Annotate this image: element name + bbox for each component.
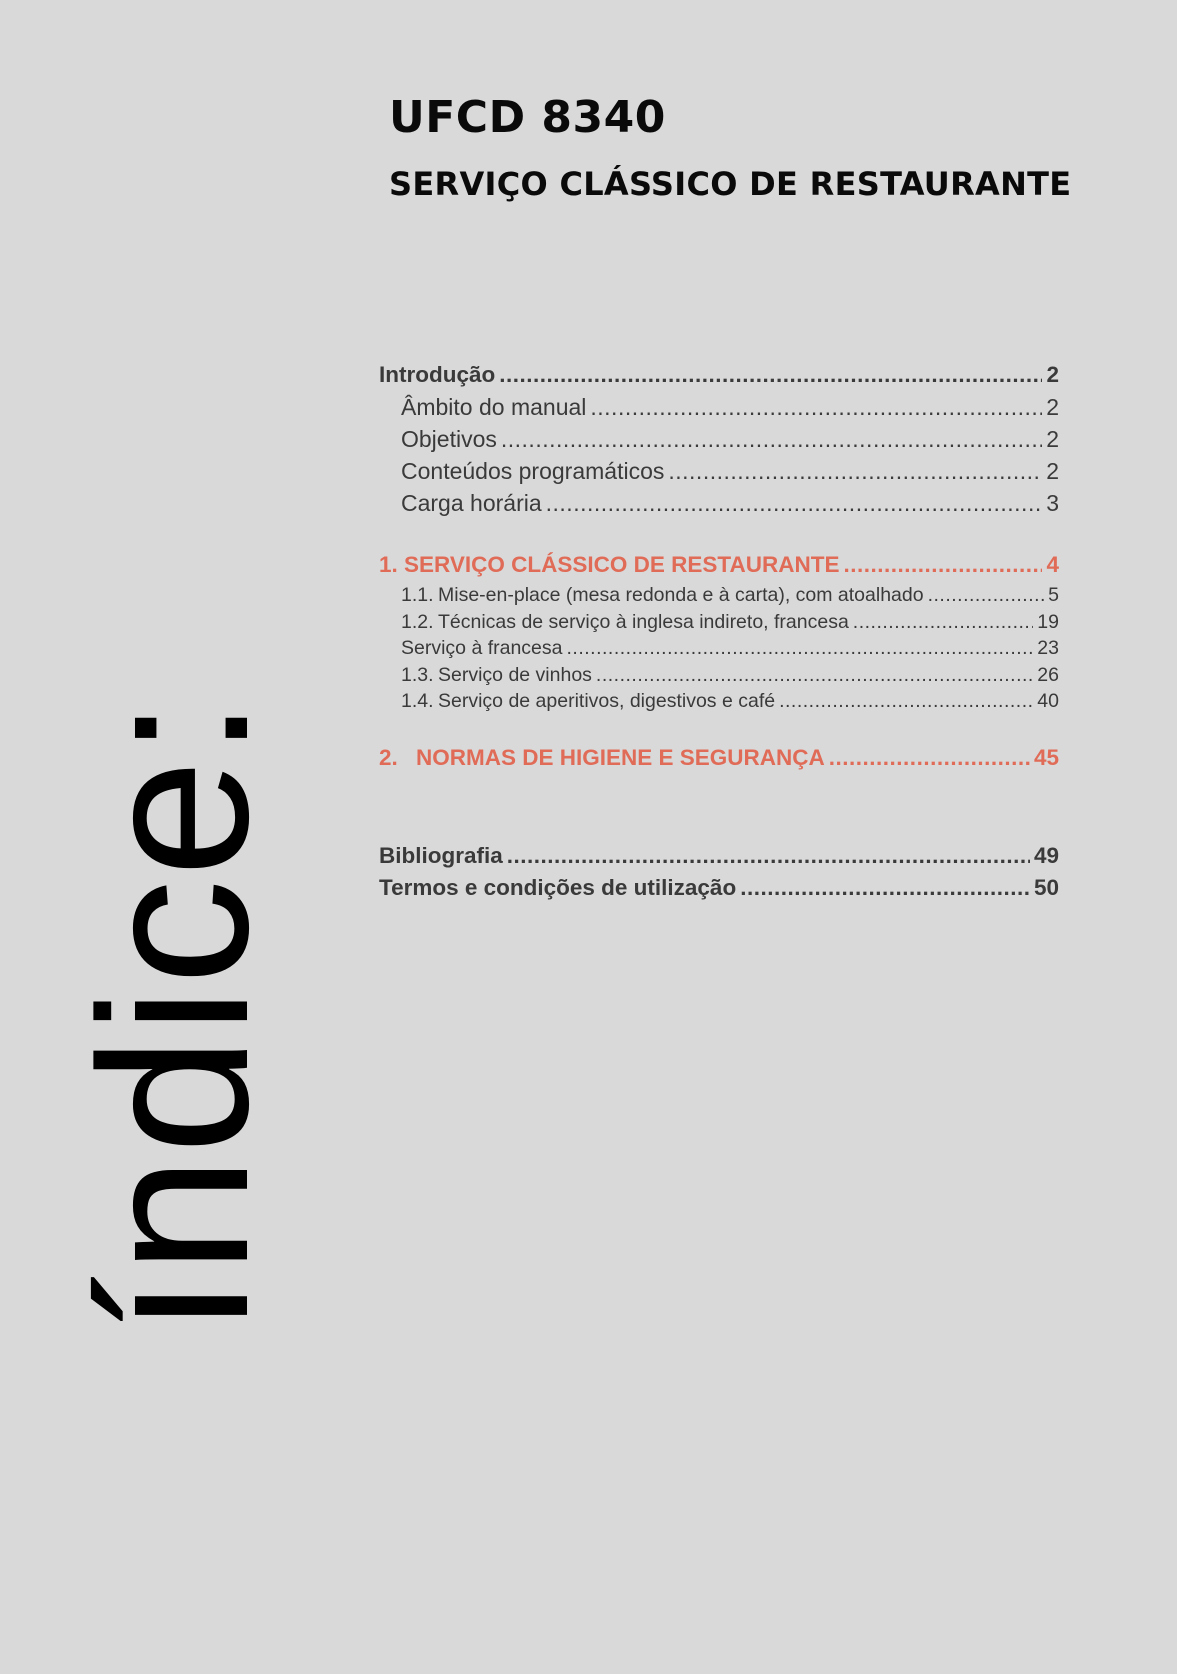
dot-leader bbox=[928, 584, 1045, 607]
toc-entry-label bbox=[401, 664, 592, 687]
toc-entry-page: 26 bbox=[1037, 663, 1059, 686]
toc-entry-label: Bibliografia bbox=[379, 842, 503, 868]
index-side-title: índice: bbox=[55, 696, 292, 1335]
toc-entry-label: Conteúdos programáticos bbox=[401, 458, 665, 484]
toc-entry-objectives[interactable] bbox=[379, 426, 1059, 458]
toc-entry-chapter-2[interactable] bbox=[379, 745, 1059, 777]
document-header bbox=[389, 92, 1071, 203]
toc-entry-label bbox=[401, 584, 924, 607]
toc-entry-chapter-1[interactable] bbox=[379, 552, 1059, 584]
dot-leader bbox=[546, 490, 1043, 517]
section-number: 1.1. bbox=[401, 584, 434, 606]
toc-entry-workload[interactable] bbox=[379, 490, 1059, 522]
toc-entry-scope[interactable] bbox=[379, 394, 1059, 426]
toc-entry-label bbox=[401, 690, 775, 713]
toc-entry-bibliography[interactable] bbox=[379, 843, 1059, 875]
toc-entry-label: Termos e condições de utilização bbox=[379, 874, 737, 900]
dot-leader bbox=[596, 664, 1033, 687]
toc-entry-page: 19 bbox=[1037, 610, 1059, 633]
section-number: 1.3. bbox=[401, 663, 434, 686]
toc-entry-page: 2 bbox=[1046, 362, 1059, 387]
dot-leader bbox=[668, 458, 1042, 485]
dot-leader bbox=[829, 745, 1030, 771]
course-title: SERVIÇO CLÁSSICO DE RESTAURANTE bbox=[389, 165, 1072, 203]
toc-entry-label: Carga horária bbox=[401, 490, 542, 516]
section-number: 1.4. bbox=[401, 690, 434, 712]
dot-leader bbox=[590, 394, 1042, 421]
toc-entry-page: 5 bbox=[1048, 584, 1059, 606]
dot-leader bbox=[844, 552, 1043, 578]
toc-entry-contents[interactable] bbox=[379, 458, 1059, 490]
toc-entry-page: 23 bbox=[1037, 637, 1059, 659]
toc-entry-1-1[interactable] bbox=[379, 584, 1059, 611]
toc-entry-page: 49 bbox=[1033, 842, 1059, 868]
dot-leader bbox=[779, 690, 1033, 713]
toc-entry-label: Introdução bbox=[379, 362, 496, 387]
dot-leader bbox=[499, 362, 1042, 388]
spacer bbox=[379, 522, 1059, 552]
toc-entry-label bbox=[401, 611, 849, 634]
chapter-title: SERVIÇO CLÁSSICO DE RESTAURANTE bbox=[404, 552, 840, 577]
toc-entry-french-service[interactable] bbox=[379, 637, 1059, 664]
toc-entry-page: 50 bbox=[1033, 874, 1059, 900]
chapter-number: 2. bbox=[379, 744, 398, 770]
section-title: Serviço de vinhos bbox=[438, 663, 592, 686]
table-of-contents bbox=[379, 362, 1059, 907]
toc-entry-page: 4 bbox=[1046, 552, 1059, 577]
toc-entry-label: Serviço à francesa bbox=[401, 637, 563, 659]
toc-entry-page: 3 bbox=[1046, 490, 1059, 516]
toc-entry-page: 40 bbox=[1037, 690, 1059, 712]
toc-entry-label: Objetivos bbox=[401, 426, 497, 452]
section-number: 1.2. bbox=[401, 610, 434, 633]
section-title: Serviço de aperitivos, digestivos e café bbox=[438, 690, 776, 712]
dot-leader bbox=[853, 611, 1034, 634]
toc-entry-1-3[interactable] bbox=[379, 664, 1059, 691]
spacer bbox=[379, 717, 1059, 745]
spacer bbox=[379, 777, 1059, 843]
toc-entry-1-4[interactable] bbox=[379, 690, 1059, 717]
section-title: Técnicas de serviço à inglesa indireto, francesa bbox=[438, 610, 849, 633]
course-code: UFCD 8340 bbox=[389, 92, 666, 143]
dot-leader bbox=[507, 843, 1030, 869]
toc-entry-page: 2 bbox=[1046, 394, 1059, 420]
dot-leader bbox=[567, 637, 1034, 660]
toc-entry-page: 45 bbox=[1033, 744, 1059, 770]
chapter-number: 1. bbox=[379, 552, 398, 577]
toc-entry-label bbox=[379, 552, 840, 578]
toc-entry-page: 2 bbox=[1046, 458, 1059, 484]
toc-entry-terms[interactable] bbox=[379, 875, 1059, 907]
toc-entry-introduction[interactable] bbox=[379, 362, 1059, 394]
toc-entry-label: Âmbito do manual bbox=[401, 394, 587, 420]
toc-entry-label bbox=[379, 745, 825, 771]
section-title: Mise-en-place (mesa redonda e à carta), com atoalhado bbox=[438, 584, 924, 606]
toc-entry-page: 2 bbox=[1046, 426, 1059, 452]
toc-entry-1-2[interactable] bbox=[379, 611, 1059, 638]
dot-leader bbox=[740, 875, 1030, 901]
chapter-title: NORMAS DE HIGIENE E SEGURANÇA bbox=[416, 744, 825, 770]
dot-leader bbox=[501, 426, 1042, 453]
